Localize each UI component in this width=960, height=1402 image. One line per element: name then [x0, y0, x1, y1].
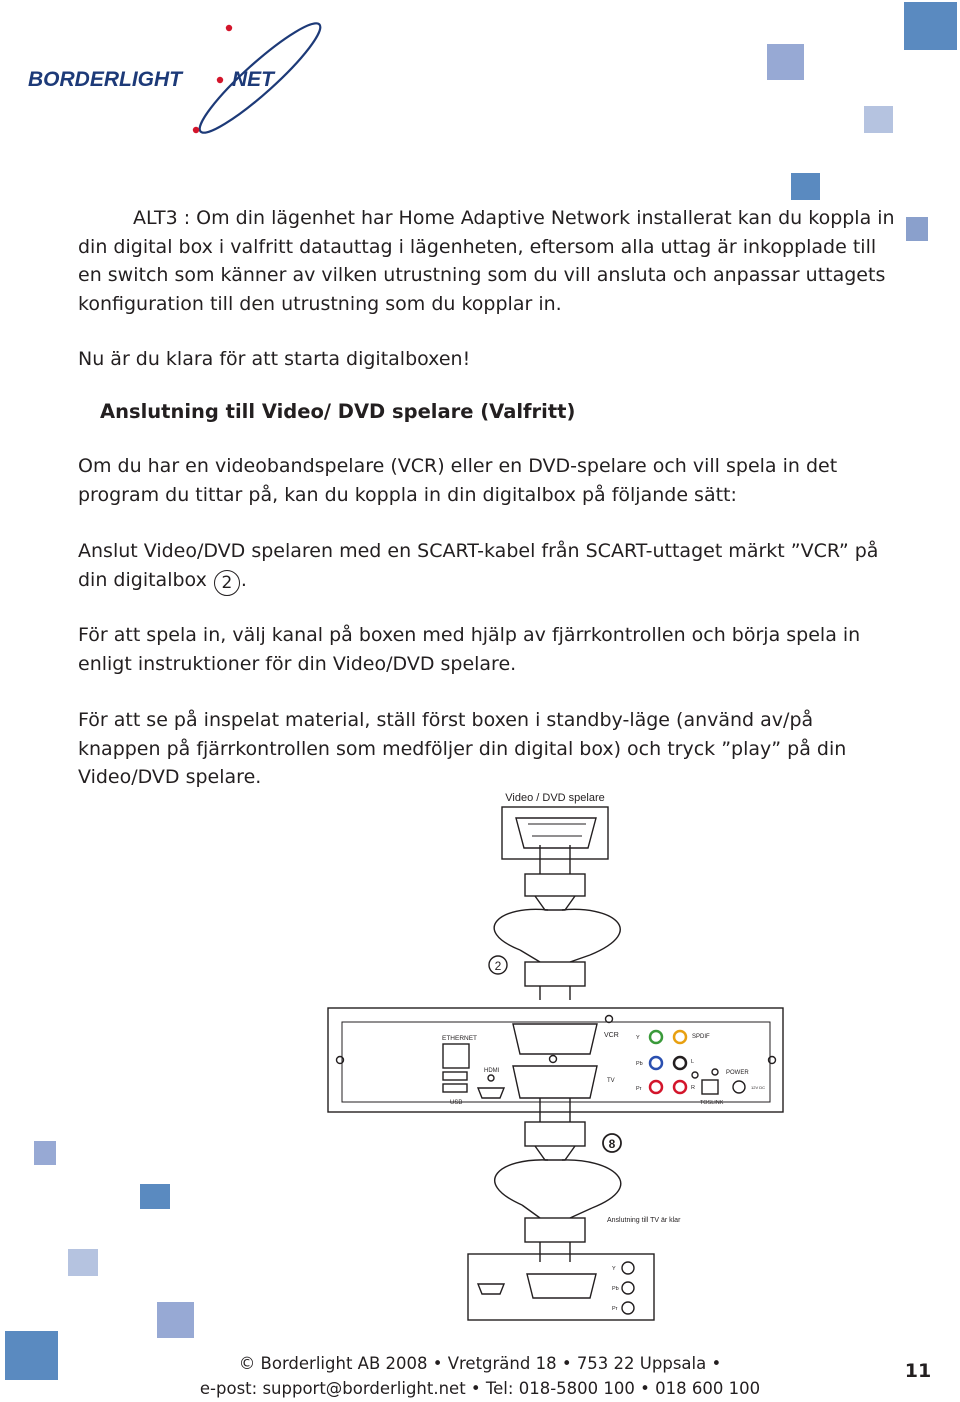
- record-paragraph: För att spela in, välj kanal på boxen med hjälp av fjärrkontrollen och börja spela in enligt instruktioner för din Video/DVD spelare.: [78, 624, 861, 675]
- alt3-text: Om din lägenhet har Home Adaptive Network installerat kan du koppla in din digital box i valfritt datauttag i lägenheten, eftersom alla uttag är inkopplade till en switch som känner av vilken utrustning som du vill ansluta och anpassar uttagets konfiguration till den utrustning som du kopplar in.: [78, 207, 895, 315]
- connection-diagram: [0, 780, 960, 1340]
- ethernet-label: ETHERNET: [442, 1035, 478, 1042]
- spdif-label: SPDIF: [692, 1034, 710, 1040]
- connect-text: Anslut Video/DVD spelaren med en SCART-kabel från SCART-uttaget märkt ”VCR” på din digitalbox: [78, 540, 879, 591]
- tv-y-label: Y: [612, 1266, 616, 1272]
- hdmi-label: HDMI: [484, 1068, 500, 1074]
- tv-port-label: TV: [607, 1078, 615, 1084]
- marker-2: 2: [494, 959, 502, 973]
- intro-paragraph: Om du har en videobandspelare (VCR) eller en DVD-spelare och vill spela in det program du tittar på, kan du koppla in din digitalbox på följande sätt:: [78, 455, 838, 506]
- pb-label: Pb: [636, 1061, 643, 1067]
- power-label: POWER: [726, 1070, 749, 1076]
- y-label: Y: [636, 1035, 640, 1041]
- connect-marker: 2: [214, 570, 240, 596]
- footer-line-1: © Borderlight AB 2008 • Vretgränd 18 • 753 22 Uppsala •: [238, 1354, 722, 1373]
- l-label: L: [691, 1059, 695, 1065]
- playback-paragraph: För att se på inspelat material, ställ först boxen i standby-läge (använd av/på knappen på fjärrkontrollen som medföljer din digital box) och tryck ”play” på din Video/DVD spelare.: [78, 709, 847, 788]
- vcr-scart-pins: [528, 824, 586, 836]
- decor-square: [767, 44, 804, 80]
- decor-square: [906, 217, 928, 241]
- r-label: R: [691, 1085, 695, 1091]
- alt3-paragraph: [78, 204, 898, 318]
- toslink-label: TOSLINK: [700, 1100, 724, 1106]
- marker-8: 8: [608, 1137, 616, 1151]
- tv-pb-label: Pb: [612, 1286, 619, 1292]
- ready-paragraph: Nu är du klara för att starta digitalboxen!: [78, 348, 471, 370]
- alt3-label: ALT3 :: [133, 207, 191, 229]
- footer-line-2: e-post: support@borderlight.net • Tel: 018-5800 100 • 018 600 100: [199, 1379, 761, 1398]
- dc-label: 12V DC: [751, 1085, 766, 1090]
- connect-end: .: [240, 568, 247, 591]
- logo-suffix: NET: [232, 68, 274, 91]
- borderlight-logo: [20, 18, 340, 138]
- tv-pr-label: Pr: [612, 1306, 618, 1312]
- pr-label: Pr: [636, 1086, 642, 1092]
- connect-paragraph: [78, 537, 898, 596]
- logo-text: BORDERLIGHT: [28, 68, 182, 91]
- vcr-label: Video / DVD spelare: [505, 792, 605, 804]
- usb-label: USB: [450, 1100, 463, 1106]
- tv-caption: Anslutning till TV är klar: [607, 1217, 681, 1224]
- decor-square: [864, 106, 893, 133]
- decor-square: [904, 2, 957, 50]
- page-number: 11: [904, 1360, 932, 1382]
- vcr-port-label: VCR: [604, 1032, 619, 1039]
- section-heading: Anslutning till Video/ DVD spelare (Valfritt): [100, 400, 576, 423]
- decor-square: [791, 173, 820, 200]
